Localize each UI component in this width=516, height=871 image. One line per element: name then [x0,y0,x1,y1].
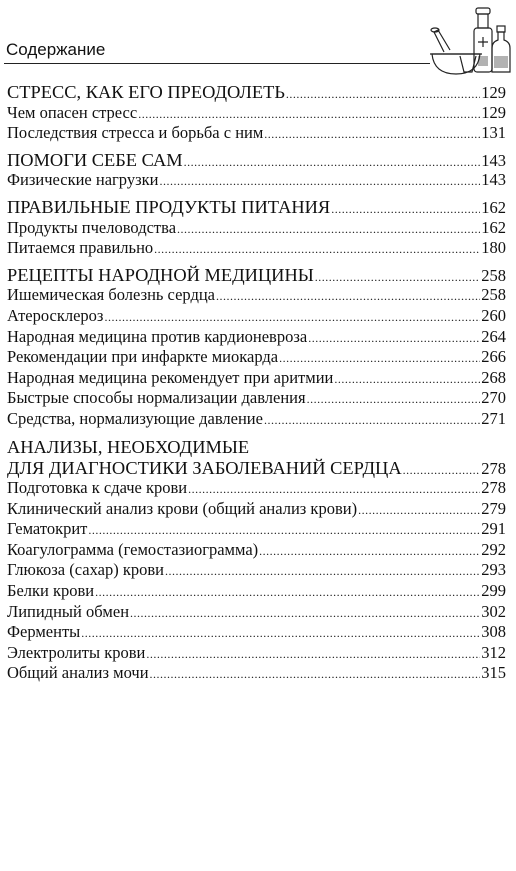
toc-section[interactable]: РЕЦЕПТЫ НАРОДНОЙ МЕДИЦИНЫ ..... 258 [7,265,506,286]
toc-item[interactable]: Клинический анализ крови (общий анализ крови) ..... 279 [7,499,506,520]
toc-item[interactable]: Последствия стресса и борьба с ним ..... 131 [7,123,506,144]
toc-item[interactable]: Ферменты ..... 308 [7,622,506,643]
toc-section[interactable]: ДЛЯ ДИАГНОСТИКИ ЗАБОЛЕВАНИЙ СЕРДЦА ..... 278 [7,458,506,479]
toc-item[interactable]: Средства, нормализующие давление ..... 271 [7,409,506,430]
table-of-contents [7,82,506,684]
toc-item[interactable]: Липидный обмен ..... 302 [7,602,506,623]
toc-item[interactable]: Коагулограмма (гемостазиограмма) ..... 292 [7,540,506,561]
toc-item[interactable]: Гематокрит ..... 291 [7,519,506,540]
toc-item[interactable]: Продукты пчеловодства ..... 162 [7,218,506,239]
toc-section-line1: АНАЛИЗЫ, НЕОБХОДИМЫЕ [7,436,250,457]
toc-item[interactable]: Физические нагрузки ..... 143 [7,170,506,191]
toc-section[interactable]: СТРЕСС, КАК ЕГО ПРЕОДОЛЕТЬ ..... 129 [7,82,506,103]
toc-item[interactable]: Общий анализ мочи ..... 315 [7,663,506,684]
toc-section[interactable]: ПОМОГИ СЕБЕ САМ ..... 143 [7,150,506,171]
page-header-title: Содержание [6,40,106,59]
toc-item[interactable]: Народная медицина рекомендует при аритмии ..... 268 [7,368,506,389]
toc-item[interactable]: Белки крови ..... 299 [7,581,506,602]
toc-item[interactable]: Электролиты крови ..... 312 [7,643,506,664]
header-rule [4,63,430,64]
toc-item[interactable]: Народная медицина против кардионевроза ..... 264 [7,327,506,348]
toc-item[interactable]: Чем опасен стресс ..... 129 [7,103,506,124]
toc-item[interactable]: Ишемическая болезнь сердца ..... 258 [7,285,506,306]
toc-item[interactable]: Рекомендации при инфаркте миокарда ..... 266 [7,347,506,368]
toc-item[interactable]: Атеросклероз ..... 260 [7,306,506,327]
toc-item[interactable]: Питаемся правильно ..... 180 [7,238,506,259]
toc-item[interactable]: Быстрые способы нормализации давления ..... 270 [7,388,506,409]
toc-section[interactable]: ПРАВИЛЬНЫЕ ПРОДУКТЫ ПИТАНИЯ ..... 162 [7,197,506,218]
toc-item[interactable]: Глюкоза (сахар) крови ..... 293 [7,560,506,581]
pharmacy-bottles-icon [426,2,512,78]
toc-item[interactable]: Подготовка к сдаче крови ..... 278 [7,478,506,499]
